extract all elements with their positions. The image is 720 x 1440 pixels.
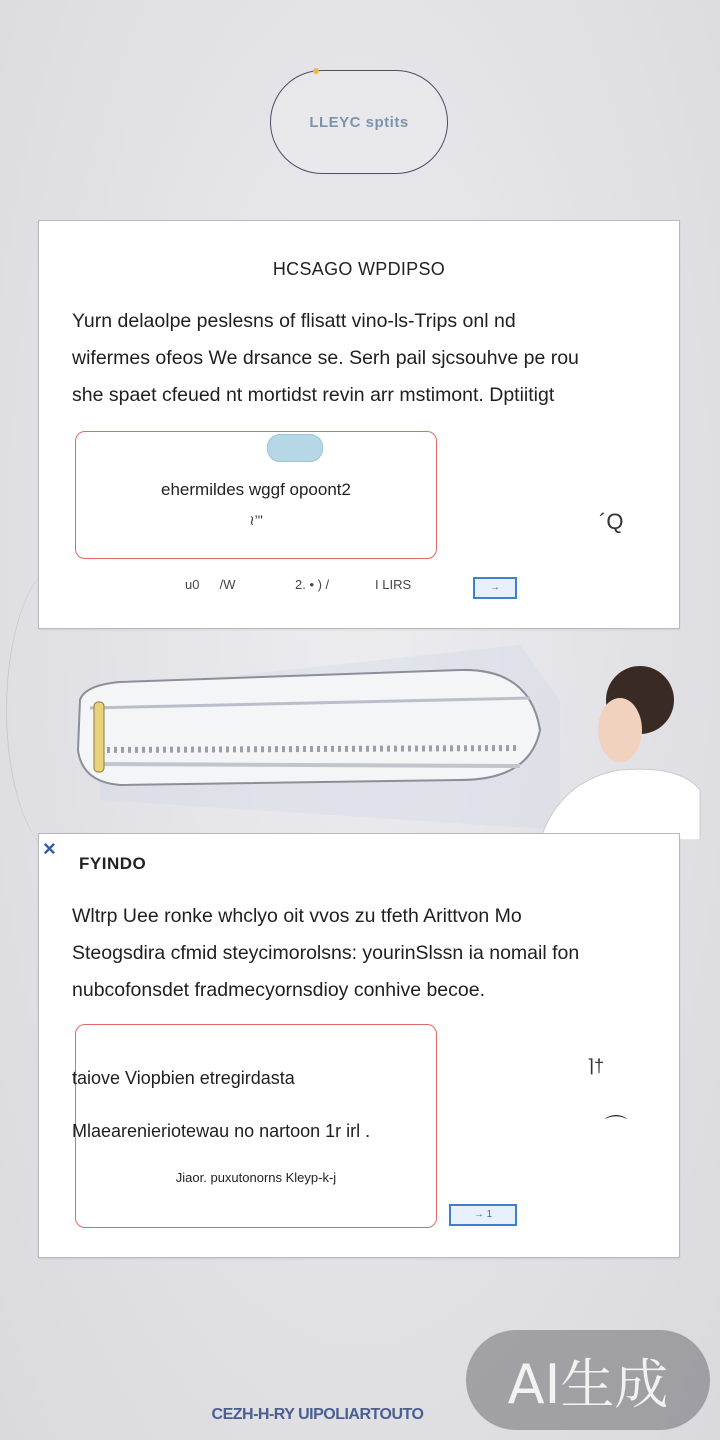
card-footer <box>75 577 639 615</box>
squiggle-mark: ≀’ʺ <box>249 512 263 528</box>
curve-icon[interactable]: ⌒ <box>605 1114 628 1139</box>
loop-icon[interactable]: ´Q <box>599 509 624 534</box>
ai-generated-watermark: AI生成 <box>466 1330 710 1430</box>
content-card-1 <box>38 220 680 629</box>
paragraph-line: Wltrp Uee ronke whclyo oit vvos zu tfeth Arittvon Mo <box>72 905 522 927</box>
content-card-2 <box>38 833 680 1258</box>
footer-item[interactable]: u0 /W <box>185 577 236 592</box>
paragraph-line: Yurn delaolpe peslesns of flisatt vino-ls-Trips onl nd <box>72 310 516 332</box>
paragraph-line: wifermes ofeos We drsance se. Serh pail sjcsouhve pe rou <box>72 347 579 369</box>
person-body <box>540 769 700 840</box>
input-text: Jiaor. puxutonorns Kleyp-k-j <box>175 1170 337 1185</box>
logo-badge <box>270 70 448 174</box>
logo-text: LLEYC sptits <box>309 113 409 131</box>
paragraph-line: nubcofonsdet fradmecyornsdioy conhive becoe. <box>72 979 486 1001</box>
device-edge-bottom <box>100 764 520 766</box>
list-item[interactable]: Mlaearenieriotewau no nartoon 1r irl . <box>72 1121 371 1141</box>
close-icon[interactable]: × <box>43 836 56 861</box>
card-title: HCSAGO WPDIPSO <box>272 259 446 279</box>
card-paragraph <box>72 303 642 414</box>
paragraph-line: Steogsdira cfmid steycimorolsns: yourinSlssn ia nomail fon <box>72 942 580 964</box>
toggle-chip[interactable] <box>267 434 323 462</box>
illustration-scene <box>60 640 720 840</box>
footer-item[interactable]: 2. • ) / <box>295 577 330 592</box>
footer-item[interactable]: I LIRS <box>375 577 412 592</box>
pen-icon[interactable]: ⌉† <box>587 1056 605 1076</box>
submit-button[interactable]: → 1 <box>449 1204 517 1226</box>
card-title: FYINDO <box>79 854 147 873</box>
device-endcap <box>94 702 104 772</box>
card-paragraph <box>72 898 642 1009</box>
list-item[interactable]: taiove Viopbien etregirdasta <box>72 1068 295 1088</box>
input-text: ehermildes wggf opoont2 <box>161 480 351 499</box>
text-input-box[interactable] <box>75 431 437 559</box>
person-face <box>598 698 642 762</box>
paragraph-line: she spaet cfeued nt mortidst revin arr mstimont. Dptiitigt <box>72 384 555 406</box>
spark-icon <box>313 68 319 74</box>
submit-button[interactable]: → <box>473 577 517 599</box>
bottom-label: CEZH-H-RY UIPOLIARTOUTO <box>211 1406 424 1423</box>
